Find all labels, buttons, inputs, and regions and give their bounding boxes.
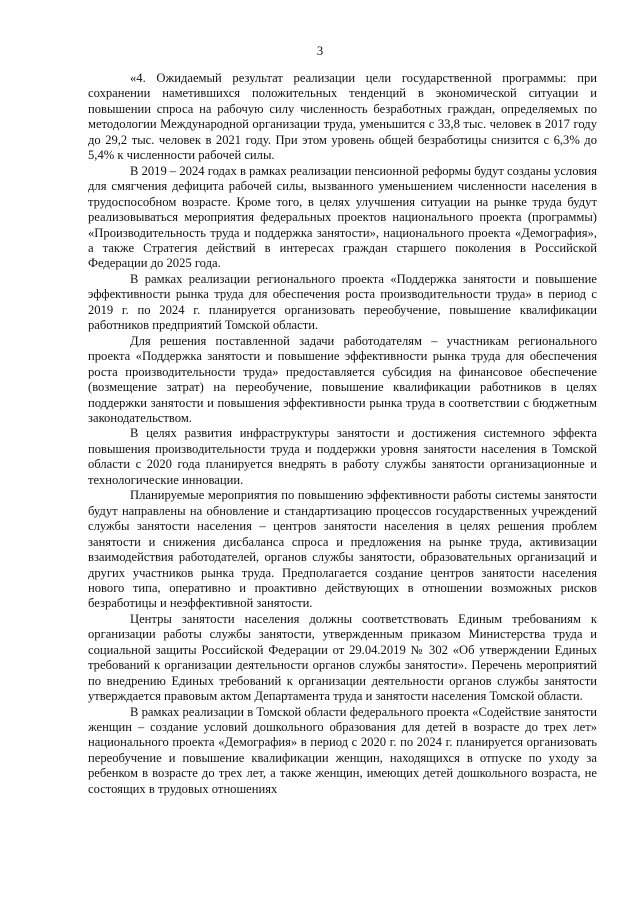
page-number: 3 <box>316 44 324 58</box>
paragraph-employer-subsidy: Для решения поставленной задачи работодателям – участникам регионального проекта «Поддержка занятости и повышение эффективности рынка труда для обеспечения роста производительности труда» предоставляется субсидия на финансовое обеспечение (возмещение затрат) на переобучение, повышение квалификации работников в целях поддержки занятости и повышения эффективности рынка труда в соответствии с бюджетным законодательством. <box>88 333 597 425</box>
document-body <box>88 71 597 797</box>
paragraph-employment-centers: Центры занятости населения должны соответствовать Единым требованиям к организации работы службы занятости, утвержденным приказом Министерства труда и социальной защиты Российской Федерации от 29.04.2019 № 302 «Об утверждении Единых требований к организации деятельности органов службы занятости». Перечень мероприятий по внедрению Единых требований к организации деятельности органов службы занятости утверждается правовым актом Департамента труда и занятости населения Томской области. <box>88 611 597 704</box>
paragraph-women-employment: В рамках реализации в Томской области федерального проекта «Содействие занятости женщин – создание условий дошкольного образования для детей в возрасте до трех лет» национального проекта «Демография» в период с 2020 г. по 2024 г. планируется организовать переобучение и повышение квалификации женщин, находящихся в отпуске по уходу за ребенком в возрасте до трех лет, а также женщин, имеющих детей дошкольного возраста, не состоящих в трудовых отношениях <box>88 704 597 796</box>
paragraph-pension-reform: В 2019 – 2024 годах в рамках реализации пенсионной реформы будут созданы условия для смягчения дефицита рабочей силы, вызванного уменьшением численности населения в трудоспособном возрасте. Кроме того, в целях улучшения ситуации на рынке труда будут реализовываться мероприятия федеральных проектов национального проекта (программы) «Производительность труда и поддержка занятости», национального проекта «Демография», а также Стратегия действий в интересах граждан старшего поколения в Российской Федерации до 2025 года. <box>88 163 597 271</box>
paragraph-expected-result: «4. Ожидаемый результат реализации цели государственной программы: при сохранении наметившихся положительных тенденций в экономической ситуации и повышении спроса на рабочую силу численность безработных граждан, определяемых по методологии Международной организации труда, уменьшится с 33,8 тыс. человек в 2017 году до 29,2 тыс. человек в 2021 году. При этом уровень общей безработицы снизится с 6,3% до 5,4% к численности рабочей силы. <box>88 71 597 163</box>
paragraph-planned-measures: Планируемые мероприятия по повышению эффективности работы системы занятости будут направлены на обновление и стандартизацию процессов государственных учреждений службы занятости населения – центров занятости населения в целях решения проблем занятости и снижения дисбаланса спроса и предложения на рынке труда, активизации взаимодействия работодателей, органов службы занятости, образовательных организаций и других участников рынка труда. Предполагается создание центров занятости населения нового типа, оперативно и проактивно действующих в отношении возможных рисков безработицы и неэффективной занятости. <box>88 488 597 611</box>
paragraph-regional-project: В рамках реализации регионального проекта «Поддержка занятости и повышение эффективности рынка труда для обеспечения роста производительности труда» в период с 2019 г. по 2024 г. планируется организовать переобучение, повышение квалификации работников предприятий Томской области. <box>88 271 597 333</box>
paragraph-infrastructure: В целях развития инфраструктуры занятости и достижения системного эффекта повышения производительности труда и поддержки уровня занятости населения в Томской области с 2020 года планируется внедрять в работу службы занятости организационные и технологические инновации. <box>88 426 597 487</box>
